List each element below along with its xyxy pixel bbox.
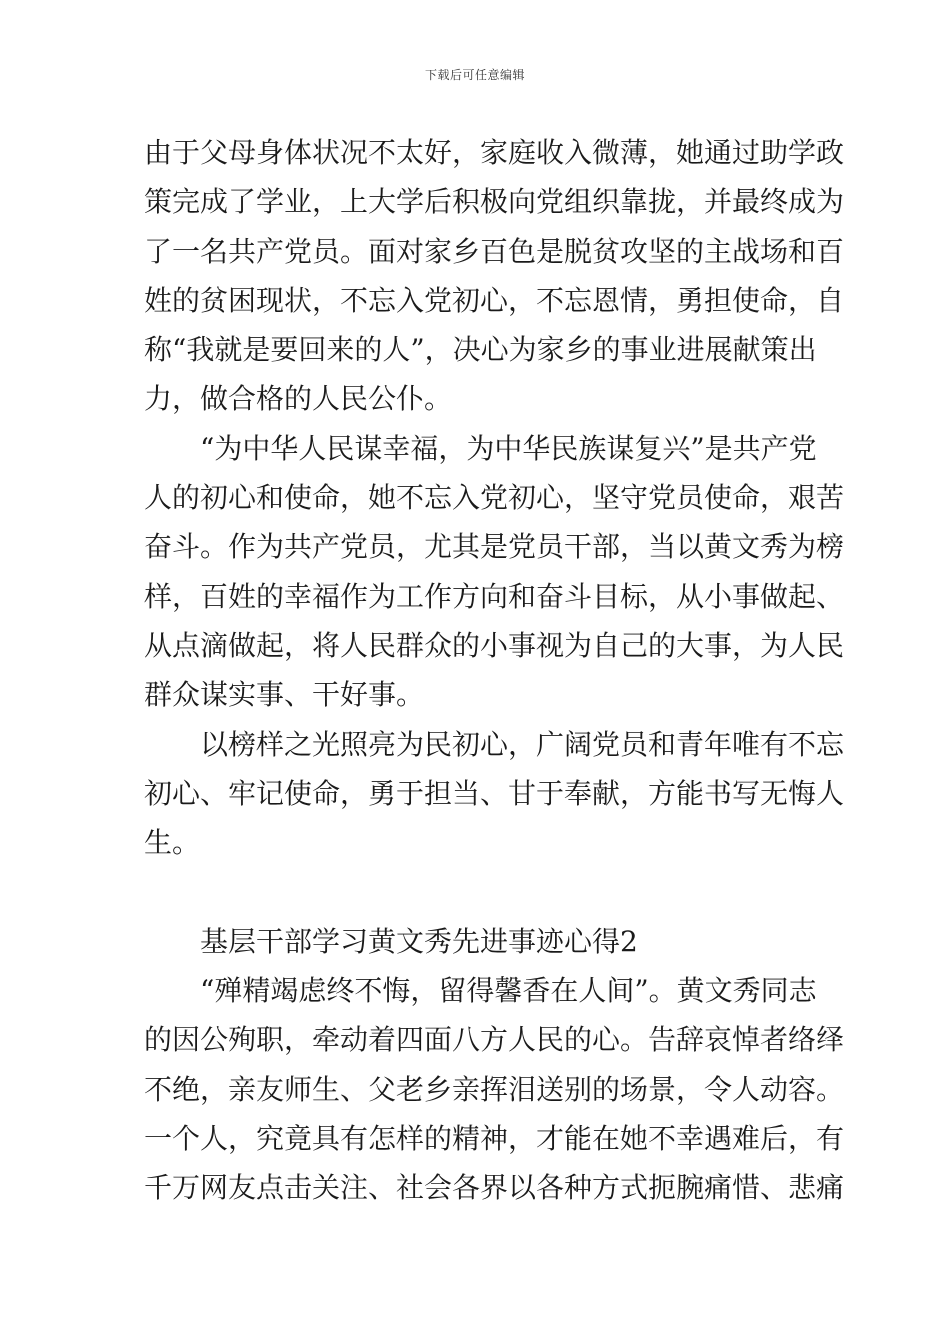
text-line: 从点滴做起，将人民群众的小事视为自己的大事，为人民 <box>144 628 845 662</box>
text-line: 了一名共产党员。面对家乡百色是脱贫攻坚的主战场和百 <box>144 234 845 268</box>
paragraph-3 <box>144 720 845 868</box>
text-line: 以榜样之光照亮为民初心，广阔党员和青年唯有不忘 <box>200 727 845 761</box>
text-line: 一个人，究竟具有怎样的精神，才能在她不幸遇难后，有 <box>144 1121 845 1155</box>
page-header: 下载后可任意编辑 <box>424 68 525 82</box>
text-line: 策完成了学业，上大学后积极向党组织靠拢，并最终成为 <box>144 185 845 219</box>
paragraph-2 <box>144 424 845 720</box>
text-line: 样，百姓的幸福作为工作方向和奋斗目标，从小事做起、 <box>144 579 845 613</box>
text-line: 生。 <box>144 826 201 860</box>
text-line: 千万网友点击关注、社会各界以各种方式扼腕痛惜、悲痛 <box>144 1171 845 1205</box>
section-title: 基层干部学习黄文秀先进事迹心得2 <box>200 924 638 958</box>
text-line: 称“我就是要回来的人”，决心为家乡的事业进展献策出 <box>144 333 817 367</box>
text-line: 力，做合格的人民公仆。 <box>144 382 453 416</box>
text-line: 不绝，亲友师生、父老乡亲挥泪送别的场景，令人动容。 <box>144 1072 845 1106</box>
blank-line <box>144 867 806 916</box>
text-line: 初心、牢记使命，勇于担当、甘于奉献，方能书写无悔人 <box>144 776 845 810</box>
paragraph-4 <box>144 966 845 1212</box>
text-line: “为中华人民谋幸福，为中华民族谋复兴”是共产党 <box>200 431 817 465</box>
paragraph-1 <box>144 128 845 424</box>
text-line: “殚精竭虑终不悔，留得馨香在人间”。黄文秀同志 <box>200 974 817 1008</box>
text-line: 由于父母身体状况不太好，家庭收入微薄，她通过助学政 <box>144 136 845 169</box>
text-line: 的因公殉职，牵动着四面八方人民的心。告辞哀悼者络绎 <box>144 1023 845 1057</box>
text-line: 姓的贫困现状，不忘入党初心，不忘恩情，勇担使命，自 <box>144 283 845 317</box>
text-line: 群众谋实事、干好事。 <box>144 678 425 712</box>
text-line: 奋斗。作为共产党员，尤其是党员干部，当以黄文秀为榜 <box>144 530 845 564</box>
text-line: 人的初心和使命，她不忘入党初心，坚守党员使命，艰苦 <box>144 481 845 515</box>
document-body <box>144 128 845 1213</box>
